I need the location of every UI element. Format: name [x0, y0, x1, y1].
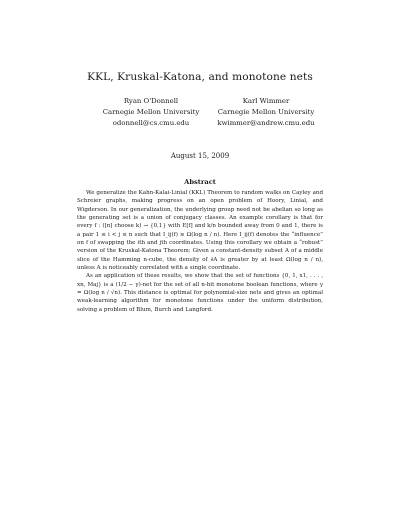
- author-name: Karl Wimmer: [242, 97, 290, 105]
- abstract-body: [77, 189, 323, 314]
- author-2: [206, 96, 326, 129]
- author-name: Ryan O'Donnell: [123, 97, 179, 105]
- author-affiliation: Carnegie Mellon University: [217, 108, 315, 116]
- author-1: [96, 96, 206, 129]
- author-email: kwimmer@andrew.cmu.edu: [217, 119, 315, 127]
- author-block: [0, 96, 400, 156]
- author-email: odonnell@cs.cmu.edu: [112, 119, 190, 127]
- abstract-paragraph: As an application of these results, we show that the set of functions {0, 1, x1, . . . , xn, Maj} is a (1/2 − γ)-net for the set of all n-bit monotone boolean functions, where γ = Ω(log n / √n). This distance is optimal for polynomial-size nets and gives an optimal weak-learning algorithm for monotone functions under the uniform distribution, solving a problem of Blum, Burch and Langford.: [77, 273, 323, 313]
- abstract-paragraph: We generalize the Kahn-Kalai-Linial (KKL) Theorem to random walks on Cayley and Schreier graphs, making progress on an open problem of Hoory, Linial, and Wigderson. In our generalization, the underlying group need not be abelian so long as the generating set is a union of conjugacy classes. An example corollary is that for every f : ([n] choose k) → {0,1} with E[f] and k/n bounded away from 0 and 1, there is a pair 1 ≤ i < j ≤ n such that I_ij(f) ≥ Ω(log n / n). Here I_ij(f) denotes the “influence” on f of swapping the ith and jth coordinates. Using this corollary we obtain a “robust” version of the Kruskal-Katona Theorem: Given a constant-density subset A of a middle slice of the Hamming n-cube, the density of ∂A is greater by at least Ω(log n / n), unless A is noticeably correlated with a single coordinate.: [77, 190, 323, 272]
- author-affiliation: Carnegie Mellon University: [102, 108, 200, 116]
- paper-date: August 15, 2009: [170, 152, 230, 160]
- abstract-heading: Abstract: [184, 178, 216, 186]
- paper-title: KKL, Kruskal-Katona, and monotone nets: [87, 71, 313, 83]
